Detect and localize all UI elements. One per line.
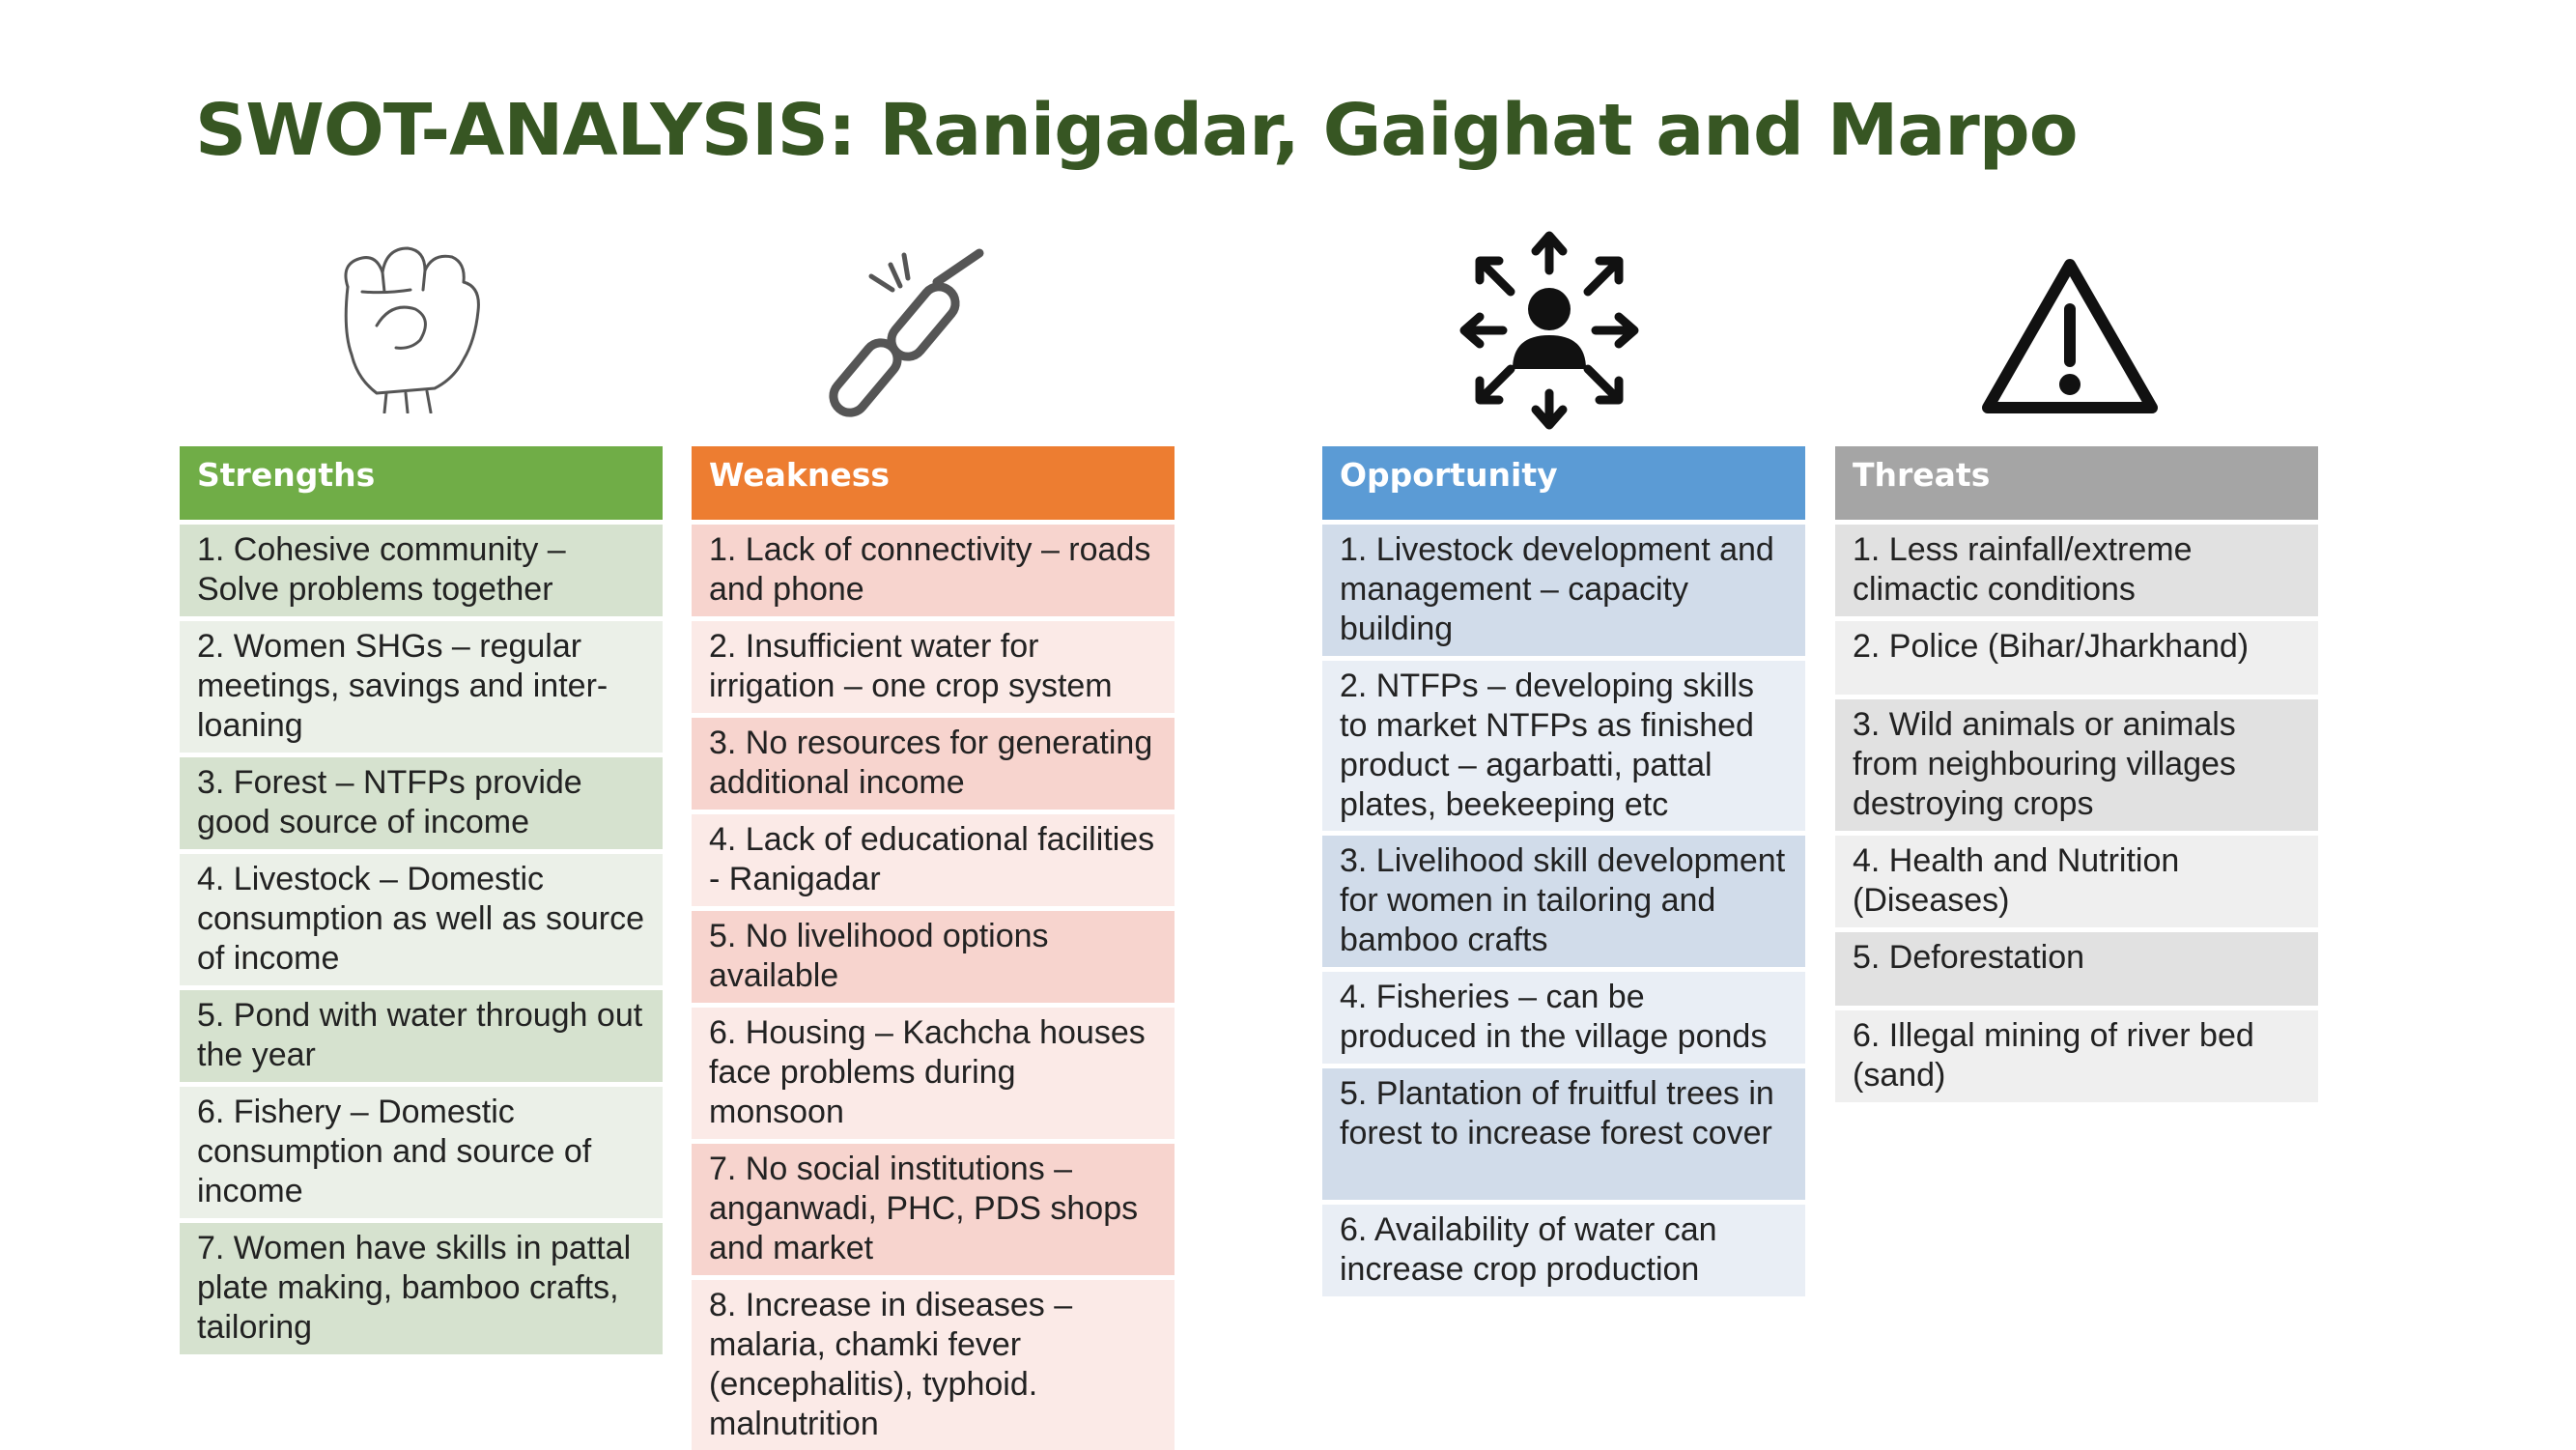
threats-column <box>1835 446 2318 1102</box>
strengths-item: 3. Forest – NTFPs provide good source of income <box>180 757 663 849</box>
weakness-item: 2. Insufficient water for irrigation – one crop system <box>692 621 1175 713</box>
opportunity-column <box>1322 446 1805 1296</box>
threats-item: 4. Health and Nutrition (Diseases) <box>1835 836 2318 927</box>
strengths-item: 1. Cohesive community – Solve problems together <box>180 525 663 616</box>
weakness-item: 5. No livelihood options available <box>692 911 1175 1003</box>
opportunity-person-arrows-icon <box>1443 224 1656 437</box>
opportunity-header: Opportunity <box>1322 446 1805 520</box>
threats-item: 5. Deforestation <box>1835 932 2318 1006</box>
weakness-column <box>692 446 1175 1450</box>
weakness-item: 7. No social institutions – anganwadi, PHC, PDS shops and market <box>692 1144 1175 1275</box>
weakness-header: Weakness <box>692 446 1175 520</box>
strengths-header: Strengths <box>180 446 663 520</box>
threats-item: 3. Wild animals or animals from neighbouring villages destroying crops <box>1835 699 2318 831</box>
weakness-item: 8. Increase in diseases – malaria, chamki fever (encephalitis), typhoid. malnutrition <box>692 1280 1175 1450</box>
opportunity-item: 1. Livestock development and management – capacity building <box>1322 525 1805 656</box>
opportunity-item: 2. NTFPs – developing skills to market NTFPs as finished product – agarbatti, pattal plates, beekeeping etc <box>1322 661 1805 831</box>
opportunity-item: 4. Fisheries – can be produced in the village ponds <box>1322 972 1805 1064</box>
strengths-item: 4. Livestock – Domestic consumption as well as source of income <box>180 854 663 985</box>
strengths-item: 6. Fishery – Domestic consumption and source of income <box>180 1087 663 1218</box>
threats-item: 1. Less rainfall/extreme climactic conditions <box>1835 525 2318 616</box>
strengths-item: 5. Pond with water through out the year <box>180 990 663 1082</box>
strengths-column <box>180 446 663 1354</box>
weakness-item: 4. Lack of educational facilities - Ranigadar <box>692 814 1175 906</box>
weakness-item: 3. No resources for generating additional income <box>692 718 1175 810</box>
threats-item: 6. Illegal mining of river bed (sand) <box>1835 1010 2318 1102</box>
opportunity-item: 6. Availability of water can increase crop production <box>1322 1205 1805 1296</box>
strengths-item: 7. Women have skills in pattal plate making, bamboo crafts, tailoring <box>180 1223 663 1354</box>
opportunity-item: 3. Livelihood skill development for women in tailoring and bamboo crafts <box>1322 836 1805 967</box>
weakness-item: 1. Lack of connectivity – roads and phone <box>692 525 1175 616</box>
fist-icon <box>319 234 493 413</box>
opportunity-item: 5. Plantation of fruitful trees in forest to increase forest cover <box>1322 1068 1805 1200</box>
weakness-item: 6. Housing – Kachcha houses face problems during monsoon <box>692 1008 1175 1139</box>
threats-header: Threats <box>1835 446 2318 520</box>
strengths-item: 2. Women SHGs – regular meetings, savings and inter-loaning <box>180 621 663 753</box>
page-title: SWOT-ANALYSIS: Ranigadar, Gaighat and Marpo <box>195 89 2078 172</box>
broken-chain-icon <box>823 247 997 421</box>
warning-triangle-icon <box>1978 253 2162 417</box>
threats-item: 2. Police (Bihar/Jharkhand) <box>1835 621 2318 695</box>
